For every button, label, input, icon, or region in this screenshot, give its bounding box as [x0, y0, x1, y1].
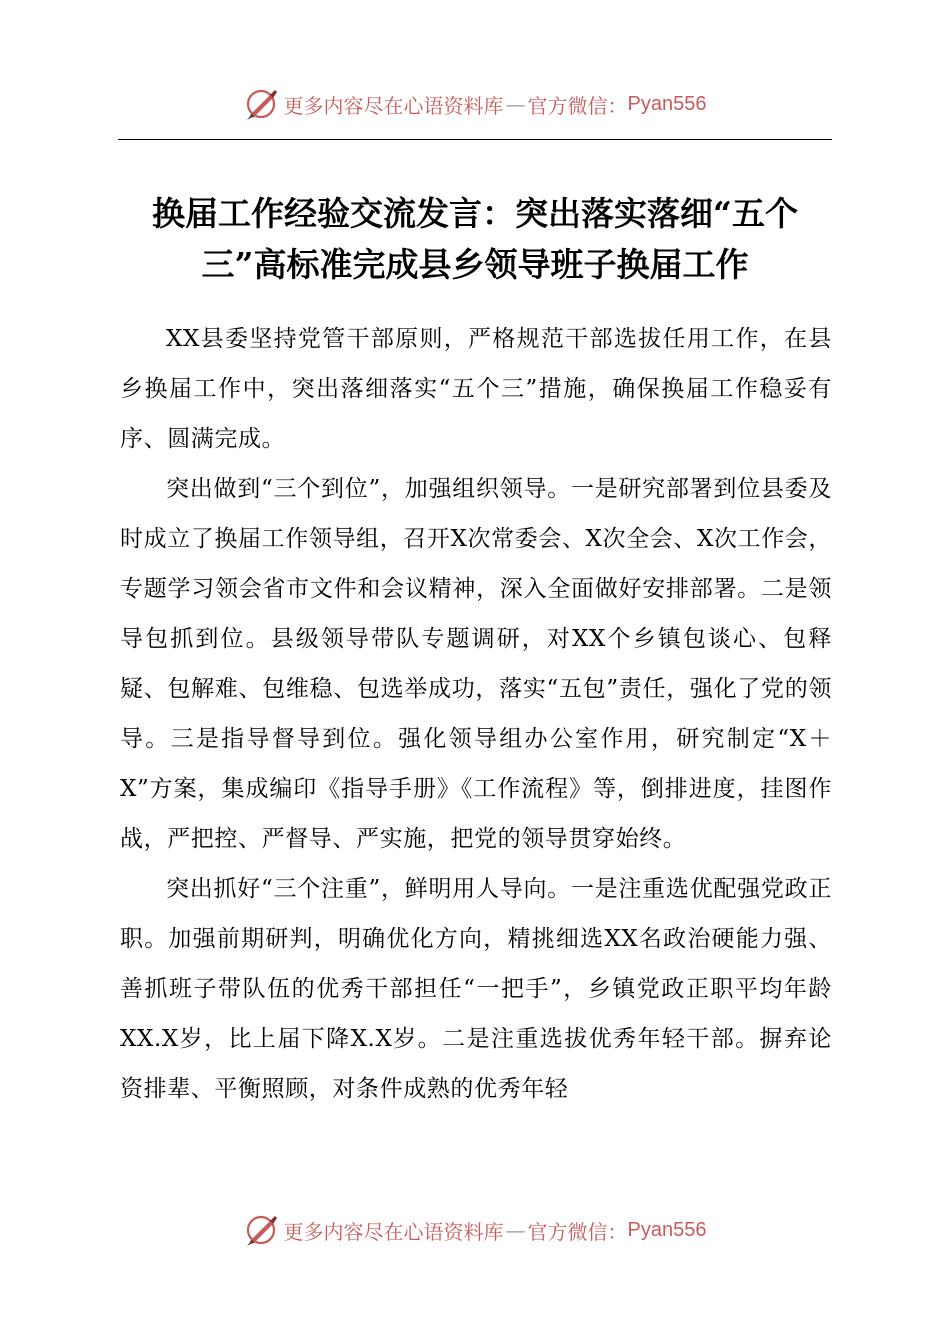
watermark-separator: —	[505, 92, 526, 116]
header-rule	[118, 139, 832, 140]
watermark-text: 更多内容尽在心语资料库	[283, 93, 504, 118]
watermark-text: 更多内容尽在心语资料库	[283, 1219, 504, 1244]
pen-logo-icon	[244, 1213, 278, 1247]
watermark-handle: Pyan556	[627, 1218, 707, 1241]
paragraph: XX县委坚持党管干部原则，严格规范干部选拔任用工作，在县乡换届工作中，突出落细落实“五个三”措施，确保换届工作稳妥有序、圆满完成。	[120, 326, 832, 452]
watermark-separator: —	[505, 1218, 526, 1242]
title-line-1: 换届工作经验交流发言：突出落实落细“五个	[152, 194, 798, 233]
pen-logo-icon	[244, 87, 278, 121]
document-body	[120, 314, 832, 1114]
paragraph: 突出抓好“三个注重”，鲜明用人导向。一是注重选优配强党政正职。加强前期研判，明确优化方向，精挑细选XX名政治硬能力强、善抓班子带队伍的优秀干部担任“一把手”，乡镇党政正职平均年龄XX.X岁，比上届下降X.X岁。二是注重选拔优秀年轻干部。摒弃论资排辈、平衡照顾，对条件成熟的优秀年轻	[120, 876, 832, 1102]
title-line-2: 三”高标准完成县乡领导班子换届工作	[201, 245, 749, 284]
watermark-handle: Pyan556	[627, 92, 707, 115]
footer-watermark	[0, 1210, 950, 1250]
header-watermark	[0, 84, 950, 124]
document-title	[110, 188, 840, 290]
watermark-label: 官方微信：	[527, 1219, 628, 1244]
paragraph: 突出做到“三个到位”，加强组织领导。一是研究部署到位县委及时成立了换届工作领导组，召开X次常委会、X次全会、X次工作会，专题学习领会省市文件和会议精神，深入全面做好安排部署。二是领导包抓到位。县级领导带队专题调研，对XX个乡镇包谈心、包释疑、包解难、包维稳、包选举成功，落实“五包”责任，强化了党的领导。三是指导督导到位。强化领导组办公室作用，研究制定“X＋X”方案，集成编印《指导手册》《工作流程》等，倒排进度，挂图作战，严把控、严督导、严实施，把党的领导贯穿始终。	[120, 476, 832, 852]
watermark-label: 官方微信：	[527, 93, 628, 118]
